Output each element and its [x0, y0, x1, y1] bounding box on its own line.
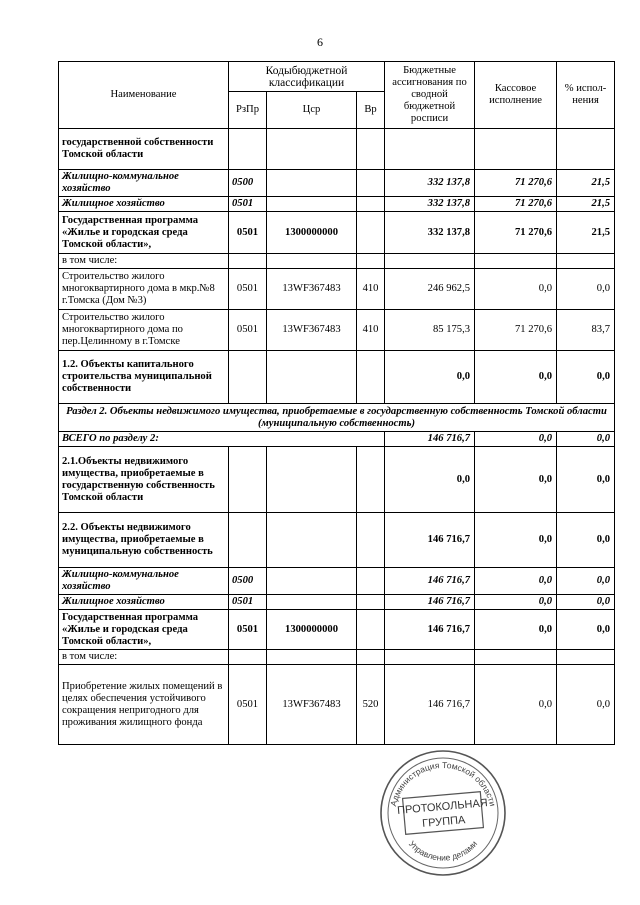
section-header-row [59, 404, 615, 432]
row-name: Строительство жилого многоквартирного дома по пер.Целинному в г.Томске [59, 310, 229, 351]
row-cash: 0,0 [475, 351, 557, 404]
row-rzpr: 0501 [229, 212, 267, 254]
table-row [59, 197, 615, 212]
table-row [59, 447, 615, 513]
row-csr: 1300000000 [267, 212, 357, 254]
row-cash: 0,0 [475, 269, 557, 310]
row-percent: 0,0 [557, 351, 615, 404]
row-name: в том числе: [59, 254, 229, 269]
row-percent: 0,0 [557, 447, 615, 513]
row-vr: 410 [357, 310, 385, 351]
row-budget: 146 716,7 [385, 432, 475, 447]
row-budget: 146 716,7 [385, 595, 475, 610]
row-cash: 0,0 [475, 432, 557, 447]
row-percent: 0,0 [557, 432, 615, 447]
row-percent: 0,0 [557, 568, 615, 595]
row-cash: 71 270,6 [475, 310, 557, 351]
row-csr: 13WF367483 [267, 665, 357, 745]
col-header-codes: Кодыбюджетной классификации [229, 62, 385, 92]
row-budget: 0,0 [385, 351, 475, 404]
table-row [59, 254, 615, 269]
stamp-center-top: ПРОТОКОЛЬНАЯ [396, 797, 489, 817]
row-vr: 520 [357, 665, 385, 745]
col-header-cash: Кассовое исполнение [475, 62, 557, 129]
row-budget: 85 175,3 [385, 310, 475, 351]
table-row [59, 665, 615, 745]
row-percent: 83,7 [557, 310, 615, 351]
row-percent: 0,0 [557, 513, 615, 568]
row-budget: 246 962,5 [385, 269, 475, 310]
row-budget: 0,0 [385, 447, 475, 513]
row-rzpr: 0500 [229, 170, 267, 197]
stamp-center-bottom: ГРУППА [421, 814, 466, 830]
row-budget: 146 716,7 [385, 513, 475, 568]
row-cash: 71 270,6 [475, 212, 557, 254]
row-budget: 146 716,7 [385, 665, 475, 745]
row-rzpr: 0501 [229, 665, 267, 745]
stamp-ring-top-text: Администрация Томской области [388, 759, 498, 808]
row-budget: 146 716,7 [385, 610, 475, 650]
table-row [59, 568, 615, 595]
stamp-ring-bottom-text: Управление делами [406, 838, 480, 863]
row-csr: 13WF367483 [267, 310, 357, 351]
row-budget: 146 716,7 [385, 568, 475, 595]
row-cash: 0,0 [475, 595, 557, 610]
row-name: Жилищно-коммунальное хозяйство [59, 568, 229, 595]
row-name: в том числе: [59, 650, 229, 665]
row-csr: 1300000000 [267, 610, 357, 650]
row-percent: 0,0 [557, 269, 615, 310]
row-name: государственной собственности Томской области [59, 129, 229, 170]
row-name: Жилищно-коммунальное хозяйство [59, 170, 229, 197]
col-header-budget: Бюджетные ассигнования по сводной бюджетной росписи [385, 62, 475, 129]
row-cash: 0,0 [475, 447, 557, 513]
table-row [59, 513, 615, 568]
section-title: Раздел 2. Объекты недвижимого имущества, приобретаемые в государственную собственность Томской области (муниципальную собственность) [59, 404, 615, 432]
row-rzpr: 0500 [229, 568, 267, 595]
row-percent: 21,5 [557, 212, 615, 254]
row-cash: 0,0 [475, 568, 557, 595]
page-number: 6 [317, 35, 323, 49]
col-header-name: Наименование [59, 62, 229, 129]
row-name: ВСЕГО по разделу 2: [59, 432, 385, 447]
row-cash: 0,0 [475, 513, 557, 568]
row-rzpr: 0501 [229, 197, 267, 212]
row-cash: 71 270,6 [475, 170, 557, 197]
table-row [59, 595, 615, 610]
official-stamp [378, 748, 508, 878]
row-name: Приобретение жилых помещений в целях обеспечения устойчивого сокращения непригодного для проживания жилищного фонда [59, 665, 229, 745]
row-budget: 332 137,8 [385, 212, 475, 254]
row-rzpr: 0501 [229, 595, 267, 610]
col-header-rzpr: РзПр [229, 92, 267, 129]
row-percent: 0,0 [557, 595, 615, 610]
budget-table [58, 61, 615, 745]
row-percent: 0,0 [557, 665, 615, 745]
row-cash: 0,0 [475, 610, 557, 650]
table-row [59, 432, 615, 447]
table-row [59, 212, 615, 254]
row-name: Государственная программа «Жилье и городская среда Томской области», [59, 610, 229, 650]
row-name: 2.1.Объекты недвижимого имущества, приобретаемые в государственную собственность Томской области [59, 447, 229, 513]
row-name: Государственная программа «Жилье и городская среда Томской области», [59, 212, 229, 254]
row-cash: 71 270,6 [475, 197, 557, 212]
table-row [59, 129, 615, 170]
table-row [59, 269, 615, 310]
row-name: 2.2. Объекты недвижимого имущества, приобретаемые в муниципальную собственность [59, 513, 229, 568]
row-percent: 0,0 [557, 610, 615, 650]
table-row [59, 310, 615, 351]
row-vr: 410 [357, 269, 385, 310]
row-budget: 332 137,8 [385, 197, 475, 212]
row-cash: 0,0 [475, 665, 557, 745]
row-name: Жилищное хозяйство [59, 595, 229, 610]
row-csr: 13WF367483 [267, 269, 357, 310]
col-header-vr: Вр [357, 92, 385, 129]
table-row [59, 351, 615, 404]
row-rzpr: 0501 [229, 269, 267, 310]
table-row [59, 650, 615, 665]
row-rzpr: 0501 [229, 610, 267, 650]
col-header-csr: Цср [267, 92, 357, 129]
row-rzpr: 0501 [229, 310, 267, 351]
row-percent: 21,5 [557, 197, 615, 212]
row-name: 1.2. Объекты капитального строительства муниципальной собственности [59, 351, 229, 404]
col-header-percent: % испол-нения [557, 62, 615, 129]
table-row [59, 610, 615, 650]
row-percent: 21,5 [557, 170, 615, 197]
row-name: Строительство жилого многоквартирного дома в мкр.№8 г.Томска (Дом №3) [59, 269, 229, 310]
table-row [59, 170, 615, 197]
row-budget: 332 137,8 [385, 170, 475, 197]
row-name: Жилищное хозяйство [59, 197, 229, 212]
